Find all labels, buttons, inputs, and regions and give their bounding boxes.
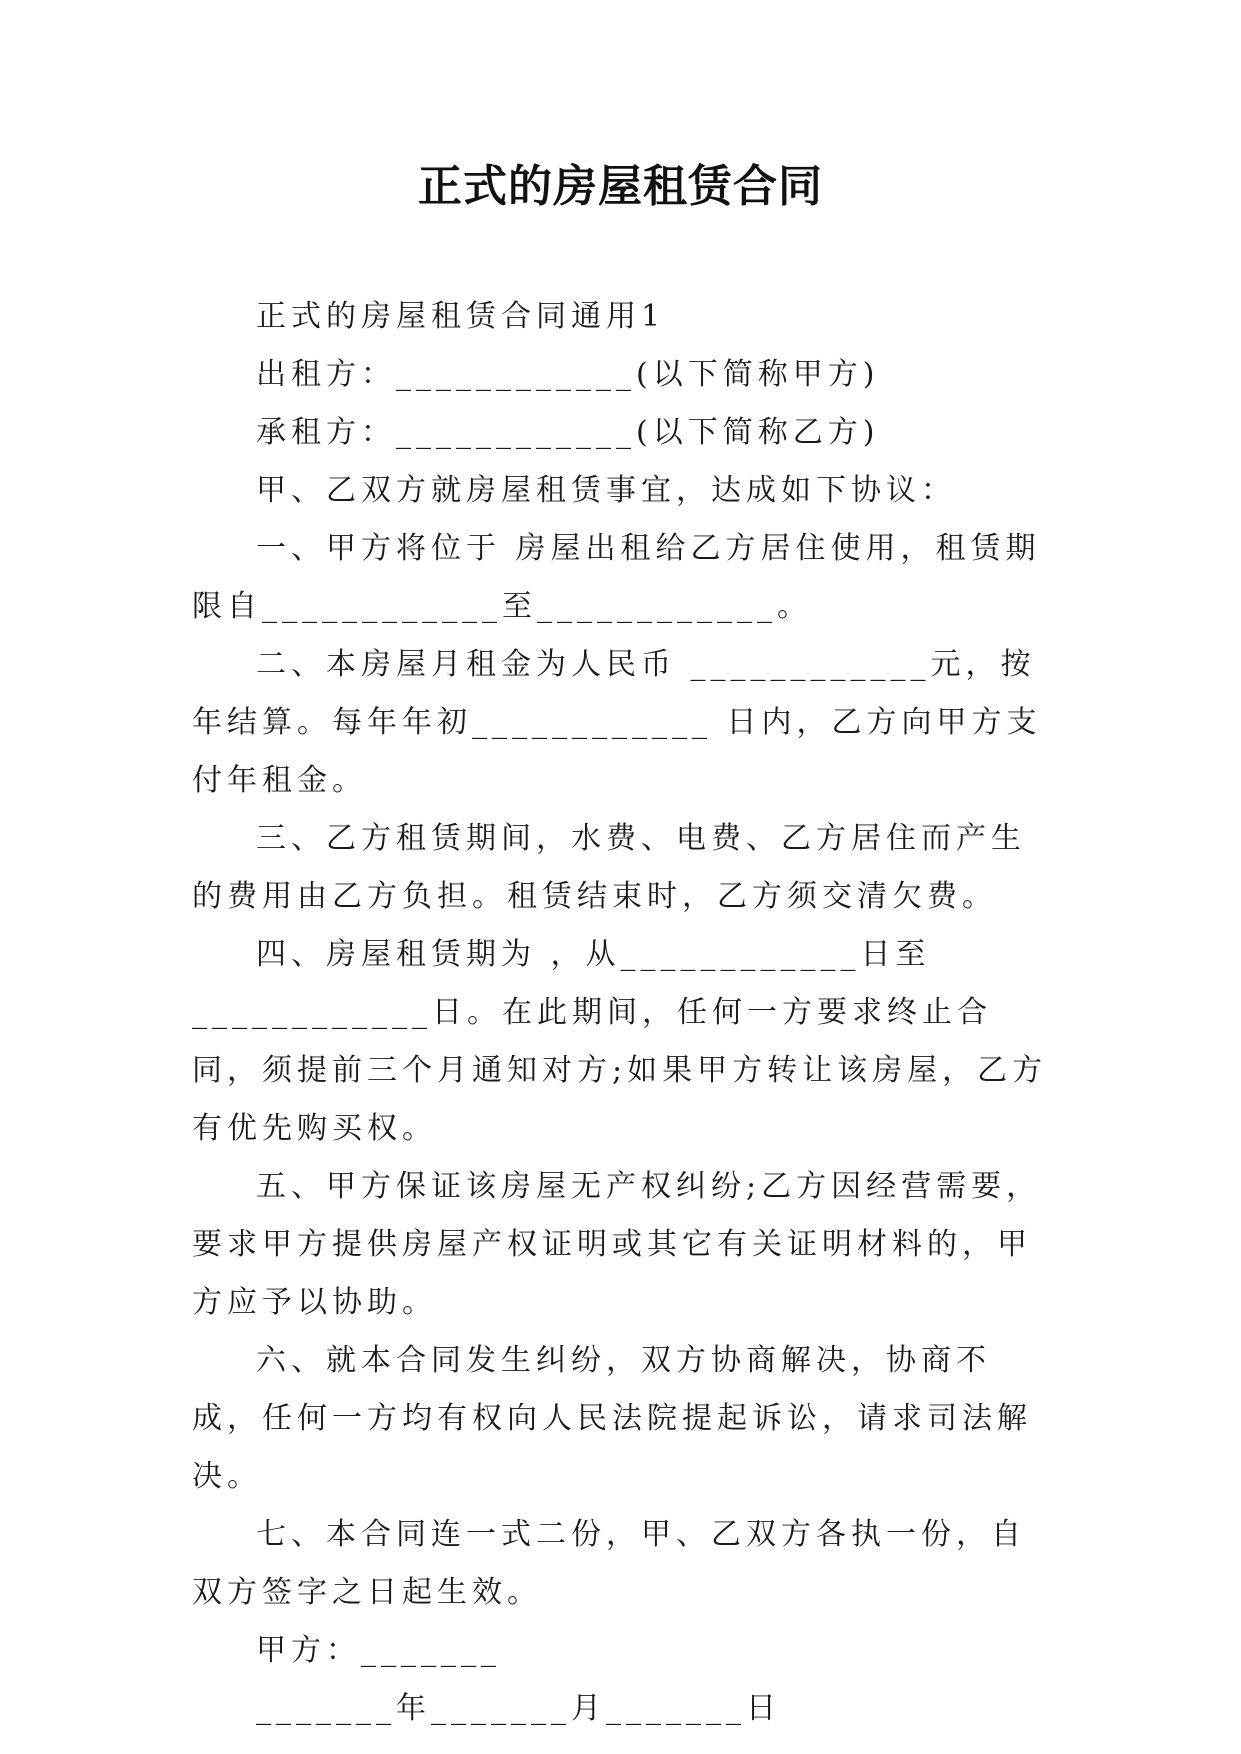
paragraph-clause-5: 五、甲方保证该房屋无产权纠纷;乙方因经营需要，要求甲方提供房屋产权证明或其它有关证明材料的，甲方应予以协助。 — [192, 1169, 1042, 1320]
paragraph-clause-2: 二、本房屋月租金为人民币 ____________元，按年结算。每年年初____________ 日内，乙方向甲方支付年租金。 — [192, 647, 1042, 798]
paragraph-heading: 正式的房屋租赁合同通用1 — [256, 299, 666, 334]
paragraph-clause-4: 四、房屋租赁期为 ，从____________日至____________日。在此期间，任何一方要求终止合同，须提前三个月通知对方;如果甲方转让该房屋，乙方有优先购买权。 — [192, 937, 1048, 1146]
paragraph-lessor: 出租方：____________(以下简称甲方) — [256, 357, 880, 392]
paragraph-clause-1: 一、甲方将位于 房屋出租给乙方居住使用，租赁期限自____________至____________。 — [192, 531, 1041, 624]
paragraph-clause-7: 七、本合同连一式二份，甲、乙双方各执一份，自双方签字之日起生效。 — [192, 1517, 1026, 1610]
paragraph-lessee: 承租方：____________(以下简称乙方) — [256, 415, 880, 450]
paragraph-clause-3: 三、乙方租赁期间，水费、电费、乙方居住而产生的费用由乙方负担。租赁结束时，乙方须交清欠费。 — [192, 821, 1026, 914]
signature-line: 甲方：_______ — [256, 1633, 501, 1668]
document-title: 正式的房屋租赁合同 — [418, 161, 823, 212]
paragraph-clause-6: 六、就本合同发生纠纷，双方协商解决，协商不成，任何一方均有权向人民法院提起诉讼，请求司法解决。 — [192, 1343, 1032, 1494]
paragraph-agreement-intro: 甲、乙双方就房屋租赁事宜，达成如下协议： — [256, 473, 956, 508]
date-line: _______年_______月_______日 — [256, 1691, 781, 1726]
document-body — [192, 288, 1052, 1738]
